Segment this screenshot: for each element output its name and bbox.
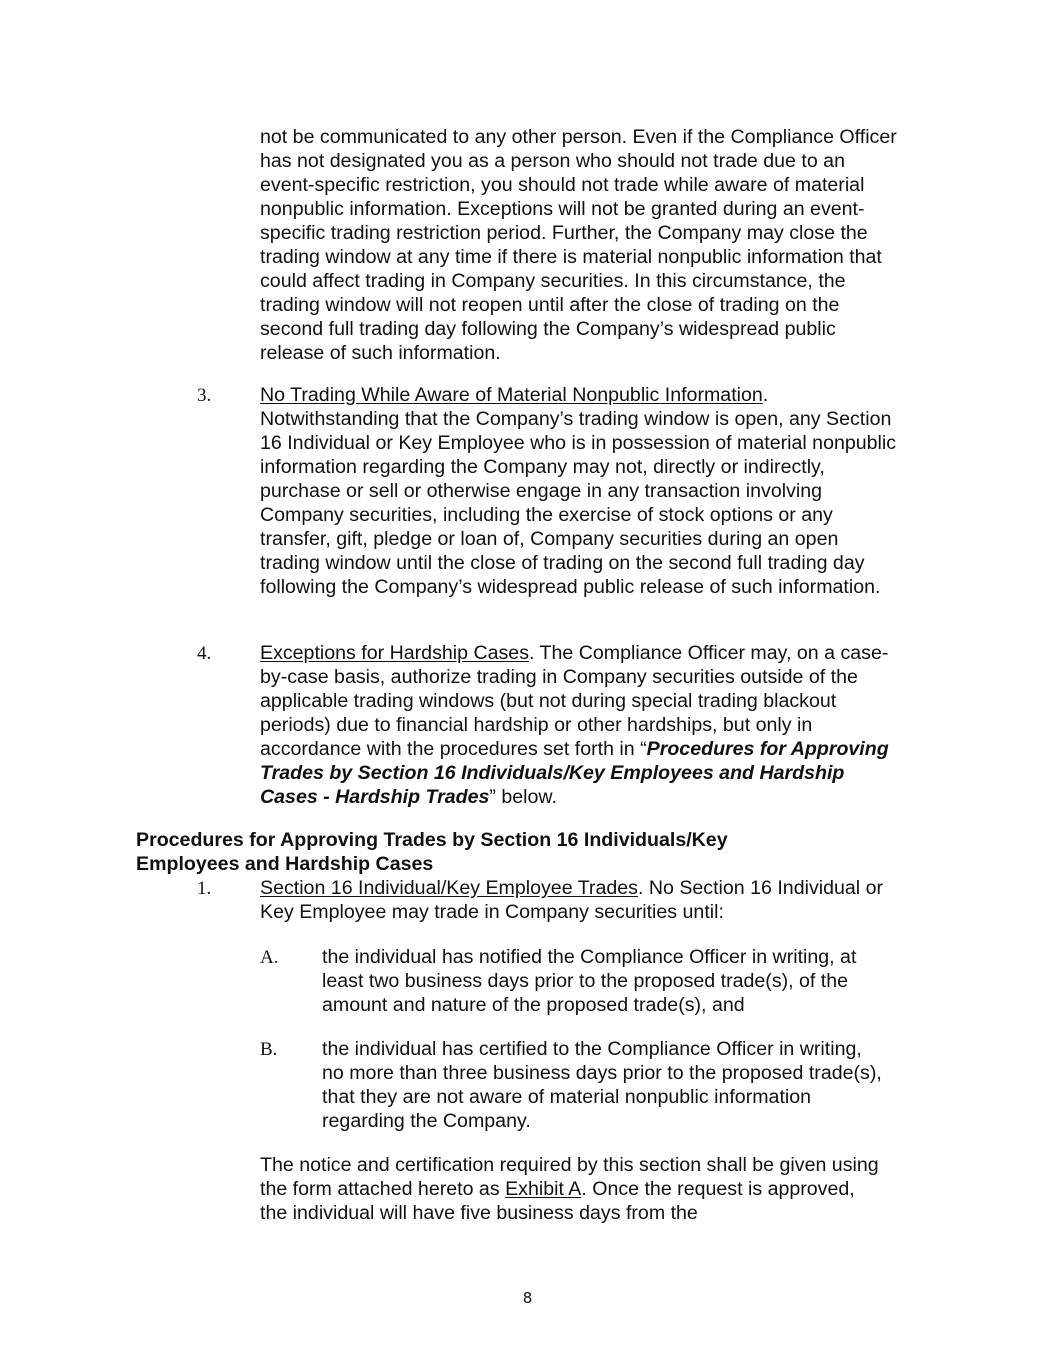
continuation-paragraph: not be communicated to any other person. Even if the Compliance Officer has not designated you as a person who should not trade due to an event-specific restriction, you should not trade while aware of material nonpublic information. Exceptions will not be granted during an event-specific trading restriction period. Further, the Company may close the trading window at any time if there is material nonpublic information that could affect trading in Company securities. In this circumstance, the trading window will not reopen until after the close of trading on the second full trading day following the Company’s widespread public release of such information. <box>260 126 897 364</box>
section-heading <box>136 828 916 876</box>
sub-a-letter: A. <box>260 947 279 968</box>
item-4-emphasis: Procedures for Approving Trades by Section 16 Individuals/Key Employees and Hardship Cases - Hardship Trades <box>260 738 889 808</box>
sub-a-text: the individual has notified the Compliance Officer in writing, at least two business days prior to the proposed trade(s), of the amount and nature of the proposed trade(s), and <box>322 946 857 1016</box>
section-heading-line-2: Employees and Hardship Cases <box>136 853 434 875</box>
proc-1-paragraph <box>260 876 900 924</box>
sub-b-text: the individual has certified to the Compliance Officer in writing, no more than three business days prior to the proposed trade(s), that they are not aware of material nonpublic information regarding the Company. <box>322 1038 882 1132</box>
notice-text-pre: The notice and certification required by this section shall be given using the form attached hereto as <box>260 1154 879 1200</box>
section-heading-line-1: Procedures for Approving Trades by Section 16 Individuals/Key <box>136 829 728 851</box>
notice-text-post: . Once the request is approved, the individual will have five business days from the <box>260 1178 855 1224</box>
item-3-paragraph <box>260 383 900 599</box>
proc-1-number: 1. <box>197 878 212 899</box>
item-4-title: Exceptions for Hardship Cases <box>260 642 529 664</box>
page-number: 8 <box>522 1289 533 1307</box>
item-3-title-period: . <box>762 384 769 406</box>
item-4-tail: ” below. <box>489 786 557 808</box>
item-3-title: No Trading While Aware of Material Nonpublic Information <box>260 384 763 406</box>
item-4-paragraph <box>260 641 900 809</box>
item-3-body: Notwithstanding that the Company’s trading window is open, any Section 16 Individual or Key Employee who is in possession of material nonpublic information regarding the Company may not, directly or indirectly, purchase or sell or otherwise engage in any transaction involving Company securities, including the exercise of stock options or any transfer, gift, pledge or loan of, Company securities during an open trading window until the close of trading on the second full trading day following the Company’s widespread public release of such information. <box>260 408 897 598</box>
proc-1-title: Section 16 Individual/Key Employee Trades <box>260 877 638 899</box>
item-3-number: 3. <box>197 385 212 406</box>
notice-paragraph <box>260 1153 885 1225</box>
item-4-body: . The Compliance Officer may, on a case- by-case basis, authorize trading in Company securities outside of the applicable trading windows (but not during special trading blackout periods) due to financial hardship or other hardships, but only in accordance with the procedures set forth in “ <box>260 642 889 760</box>
exhibit-a-link[interactable]: Exhibit A <box>505 1178 582 1200</box>
proc-1-body: . No Section 16 Individual or Key Employee may trade in Company securities until: <box>260 877 884 923</box>
item-4-number: 4. <box>197 643 212 664</box>
sub-b-letter: B. <box>260 1039 278 1060</box>
